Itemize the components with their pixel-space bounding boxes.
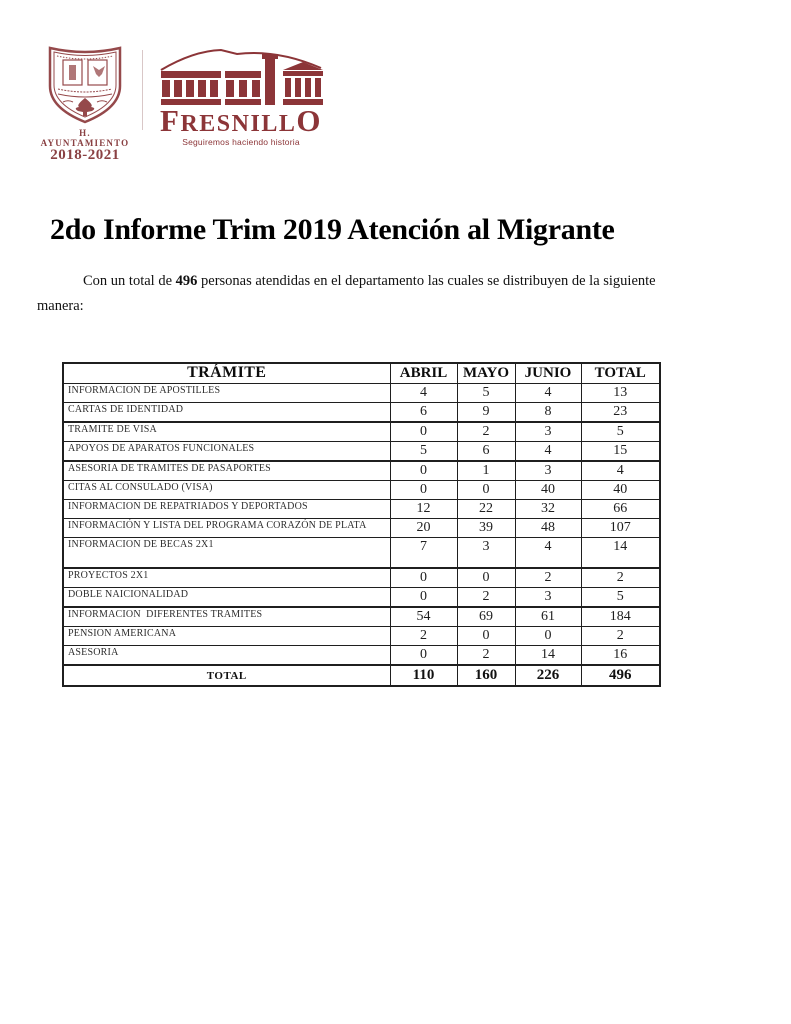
total-label: TOTAL — [63, 665, 390, 686]
count-cell: 16 — [581, 646, 660, 666]
page-title: 2do Informe Trim 2019 Atención al Migrante — [50, 213, 615, 246]
count-cell: 4 — [515, 441, 581, 461]
seal-years: 2018-2021 — [50, 147, 120, 163]
tramite-label: PENSION AMERICANA — [63, 627, 390, 646]
table-row — [63, 383, 660, 402]
table-row — [63, 568, 660, 588]
count-cell: 4 — [515, 538, 581, 568]
wordmark-first-letter: F — [160, 103, 181, 138]
count-cell: 2 — [581, 627, 660, 646]
intro-text-suffix: personas atendidas en el departamento las cuales se distribuyen de la siguiente — [197, 273, 656, 289]
count-cell: 2 — [457, 587, 515, 607]
count-cell: 8 — [515, 402, 581, 422]
count-cell: 5 — [390, 441, 457, 461]
total-count-cell: 110 — [390, 665, 457, 686]
count-cell: 54 — [390, 607, 457, 627]
count-cell: 3 — [515, 587, 581, 607]
wordmark-middle: RESNILL — [180, 111, 297, 137]
logo-divider — [142, 50, 143, 130]
count-cell: 9 — [457, 402, 515, 422]
total-count-cell: 160 — [457, 665, 515, 686]
count-cell: 4 — [515, 383, 581, 402]
tramite-label: INFORMACION DE APOSTILLES — [63, 383, 390, 402]
table-row — [63, 519, 660, 538]
aqueduct-icon — [159, 46, 323, 108]
tramite-label: CITAS AL CONSULADO (VISA) — [63, 480, 390, 499]
count-cell: 14 — [515, 646, 581, 666]
column-header: TRÁMITE — [63, 363, 390, 383]
coat-of-arms-icon — [45, 40, 125, 126]
count-cell: 0 — [390, 646, 457, 666]
count-cell: 0 — [390, 422, 457, 442]
count-cell: 2 — [457, 422, 515, 442]
intro-total-count: 496 — [175, 273, 198, 289]
table-row — [63, 480, 660, 499]
table-row — [63, 402, 660, 422]
count-cell: 61 — [515, 607, 581, 627]
count-cell: 0 — [457, 568, 515, 588]
count-cell: 0 — [457, 480, 515, 499]
tramite-label: INFORMACIÓN Y LISTA DEL PROGRAMA CORAZÓN DE PLATA — [63, 519, 390, 538]
count-cell: 2 — [457, 646, 515, 666]
column-header: MAYO — [457, 363, 515, 383]
table-row — [63, 538, 660, 568]
count-cell: 4 — [390, 383, 457, 402]
count-cell: 15 — [581, 441, 660, 461]
fresnillo-logo — [155, 40, 327, 147]
tramite-label: INFORMACION DE REPATRIADOS Y DEPORTADOS — [63, 500, 390, 519]
fresnillo-wordmark — [155, 105, 327, 136]
table-total-row — [63, 665, 660, 686]
tramite-label: INFORMACION DIFERENTES TRAMITES — [63, 607, 390, 627]
count-cell: 23 — [581, 402, 660, 422]
count-cell: 184 — [581, 607, 660, 627]
tramite-label: TRAMITE DE VISA — [63, 422, 390, 442]
count-cell: 1 — [457, 461, 515, 481]
column-header: TOTAL — [581, 363, 660, 383]
table-row — [63, 607, 660, 627]
count-cell: 5 — [581, 587, 660, 607]
count-cell: 2 — [581, 568, 660, 588]
count-cell: 0 — [390, 480, 457, 499]
count-cell: 2 — [390, 627, 457, 646]
count-cell: 40 — [515, 480, 581, 499]
column-header: ABRIL — [390, 363, 457, 383]
count-cell: 0 — [390, 568, 457, 588]
tramite-label: PROYECTOS 2X1 — [63, 568, 390, 588]
seal-caption: H. AYUNTAMIENTO — [40, 128, 130, 148]
count-cell: 0 — [457, 627, 515, 646]
tramite-label: INFORMACION DE BECAS 2X1 — [63, 538, 390, 568]
count-cell: 12 — [390, 500, 457, 519]
tramite-label: CARTAS DE IDENTIDAD — [63, 402, 390, 422]
table-row — [63, 646, 660, 666]
count-cell: 0 — [515, 627, 581, 646]
count-cell: 48 — [515, 519, 581, 538]
count-cell: 4 — [581, 461, 660, 481]
table-row — [63, 500, 660, 519]
count-cell: 14 — [581, 538, 660, 568]
fresnillo-tagline: Seguiremos haciendo historia — [182, 137, 300, 147]
count-cell: 2 — [515, 568, 581, 588]
table-row — [63, 422, 660, 442]
total-count-cell: 496 — [581, 665, 660, 686]
intro-text-prefix: Con un total de — [83, 273, 176, 289]
count-cell: 40 — [581, 480, 660, 499]
count-cell: 6 — [457, 441, 515, 461]
count-cell: 0 — [390, 461, 457, 481]
municipal-seal — [36, 40, 134, 163]
count-cell: 22 — [457, 500, 515, 519]
tramite-label: APOYOS DE APARATOS FUNCIONALES — [63, 441, 390, 461]
tramites-table — [62, 362, 661, 687]
total-count-cell: 226 — [515, 665, 581, 686]
count-cell: 69 — [457, 607, 515, 627]
column-header: JUNIO — [515, 363, 581, 383]
intro-paragraph — [37, 269, 742, 319]
header-logos — [36, 40, 327, 163]
table-row — [63, 587, 660, 607]
count-cell: 13 — [581, 383, 660, 402]
count-cell: 39 — [457, 519, 515, 538]
count-cell: 3 — [515, 461, 581, 481]
tramite-label: ASESORIA — [63, 646, 390, 666]
count-cell: 6 — [390, 402, 457, 422]
table-row — [63, 441, 660, 461]
intro-text-line2: manera: — [37, 298, 84, 314]
table-header-row — [63, 363, 660, 383]
count-cell: 66 — [581, 500, 660, 519]
wordmark-last-letter: O — [296, 103, 322, 138]
table-row — [63, 461, 660, 481]
count-cell: 32 — [515, 500, 581, 519]
count-cell: 3 — [515, 422, 581, 442]
count-cell: 5 — [581, 422, 660, 442]
count-cell: 107 — [581, 519, 660, 538]
count-cell: 7 — [390, 538, 457, 568]
table-row — [63, 627, 660, 646]
tramite-label: ASESORIA DE TRAMITES DE PASAPORTES — [63, 461, 390, 481]
count-cell: 5 — [457, 383, 515, 402]
count-cell: 3 — [457, 538, 515, 568]
tramite-label: DOBLE NAICIONALIDAD — [63, 587, 390, 607]
count-cell: 0 — [390, 587, 457, 607]
count-cell: 20 — [390, 519, 457, 538]
